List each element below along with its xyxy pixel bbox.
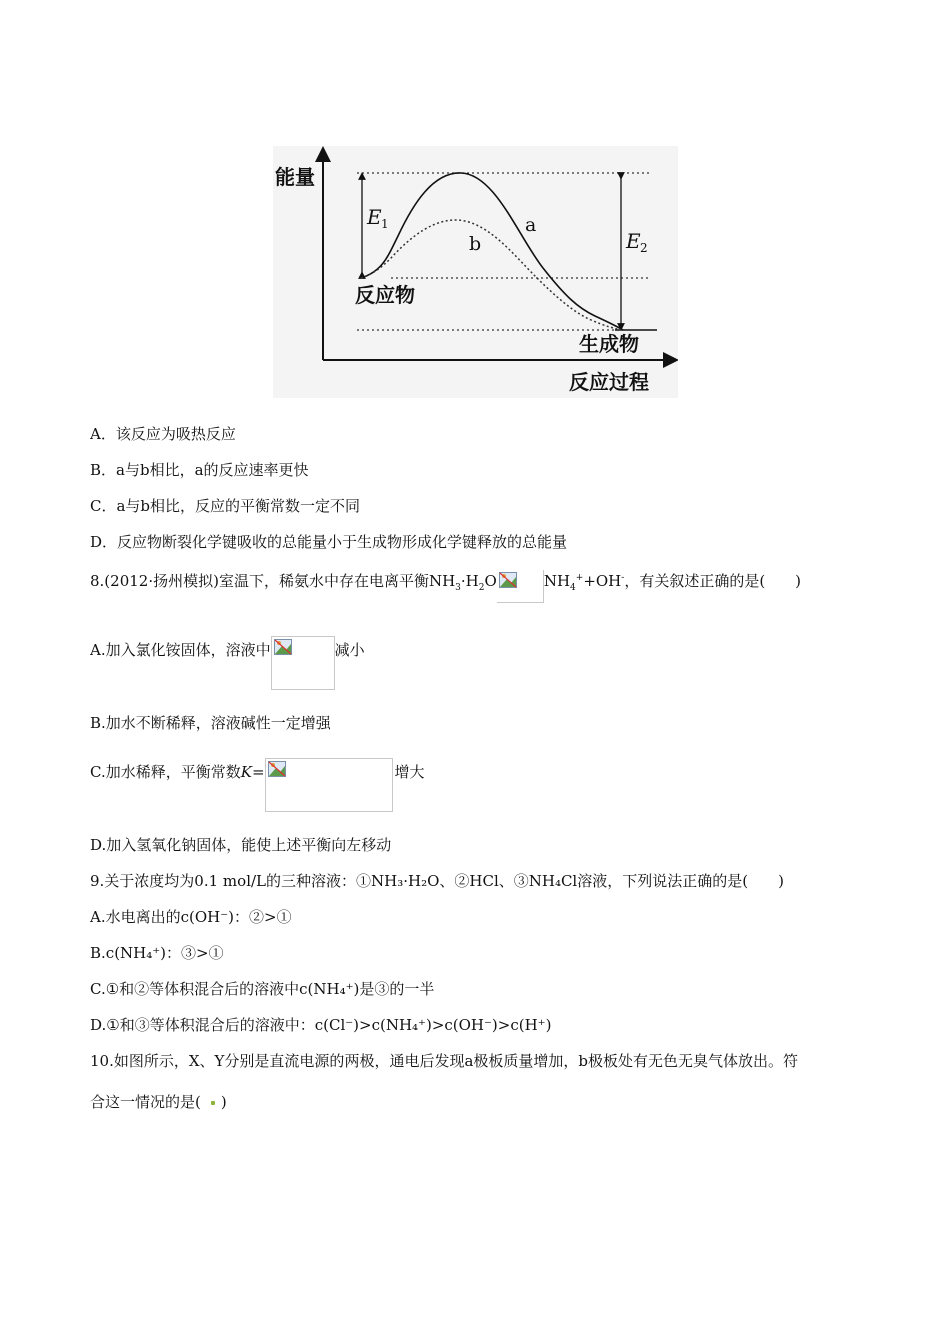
product-label: 生成物 bbox=[579, 332, 639, 356]
q8-stem: 8.(2012·扬州模拟)室温下，稀氨水中存在电离平衡$NH_3\cdot H_2O$ $NH_4^++OH^-$，有关叙述正确的是( ) bbox=[90, 568, 801, 603]
q8-option-a: A.加入氯化铵固体，溶液中 减小 bbox=[90, 640, 365, 690]
curve-a-label: a bbox=[525, 214, 537, 236]
q7-option-a: A．该反应为吸热反应 bbox=[90, 425, 236, 443]
q7-option-c: C．a与b相比，反应的平衡常数一定不同 bbox=[90, 497, 361, 515]
q7-option-d: D．反应物断裂化学键吸收的总能量小于生成物形成化学键释放的总能量 bbox=[90, 533, 568, 551]
broken-image-icon bbox=[268, 761, 286, 777]
e1-sub: 1 bbox=[381, 217, 389, 231]
energy-diagram-svg bbox=[273, 146, 678, 398]
curve-b-label: b bbox=[469, 233, 482, 255]
y-axis-label: 能量 bbox=[275, 165, 315, 189]
e2-sub: 2 bbox=[640, 241, 648, 255]
q10-stem-line2: 合这一情况的是( ) bbox=[90, 1093, 227, 1111]
q9-stem: 9.关于浓度均为0.1 mol/L的三种溶液：①NH₃·H₂O、②HCl、③NH₄Cl溶液，下列说法正确的是( ) bbox=[90, 872, 784, 890]
e2-label: E bbox=[626, 229, 641, 253]
curve-b bbox=[361, 220, 623, 330]
q8-option-c: C.加水稀释，平衡常数K= 增大 bbox=[90, 762, 425, 812]
q9-option-c: C.①和②等体积混合后的溶液中c(NH₄⁺)是③的一半 bbox=[90, 980, 435, 998]
q9-option-a: A.水电离出的c(OH⁻)：②>① bbox=[90, 908, 292, 926]
e1-label: E bbox=[367, 205, 382, 229]
stray-mark-icon bbox=[211, 1101, 215, 1105]
broken-image-icon bbox=[274, 639, 292, 655]
q8-option-b: B.加水不断稀释，溶液碱性一定增强 bbox=[90, 714, 331, 732]
q9-option-b: B.c(NH₄⁺)：③>① bbox=[90, 944, 224, 962]
q7-option-b: B．a与b相比，a的反应速率更快 bbox=[90, 461, 309, 479]
equilibrium-constant-formula-image bbox=[265, 758, 393, 812]
q10-stem-line1: 10.如图所示，X、Y分别是直流电源的两极，通电后发现a极板质量增加，b极板处有无色无臭气体放出。符 bbox=[90, 1052, 798, 1070]
broken-image-icon bbox=[499, 572, 517, 588]
q9-option-d: D.①和③等体积混合后的溶液中：c(Cl⁻)>c(NH₄⁺)>c(OH⁻)>c(H⁺) bbox=[90, 1016, 552, 1034]
reactant-label: 反应物 bbox=[355, 283, 415, 307]
energy-diagram bbox=[273, 146, 678, 398]
ratio-formula-image bbox=[271, 636, 335, 690]
equilibrium-arrow-image bbox=[497, 570, 544, 603]
q8-stem-text: 8.(2012·扬州模拟)室温下，稀氨水中存在电离平衡NH bbox=[90, 572, 456, 590]
q8-option-d: D.加入氢氧化钠固体，能使上述平衡向左移动 bbox=[90, 836, 392, 854]
x-axis-label: 反应过程 bbox=[569, 370, 649, 394]
